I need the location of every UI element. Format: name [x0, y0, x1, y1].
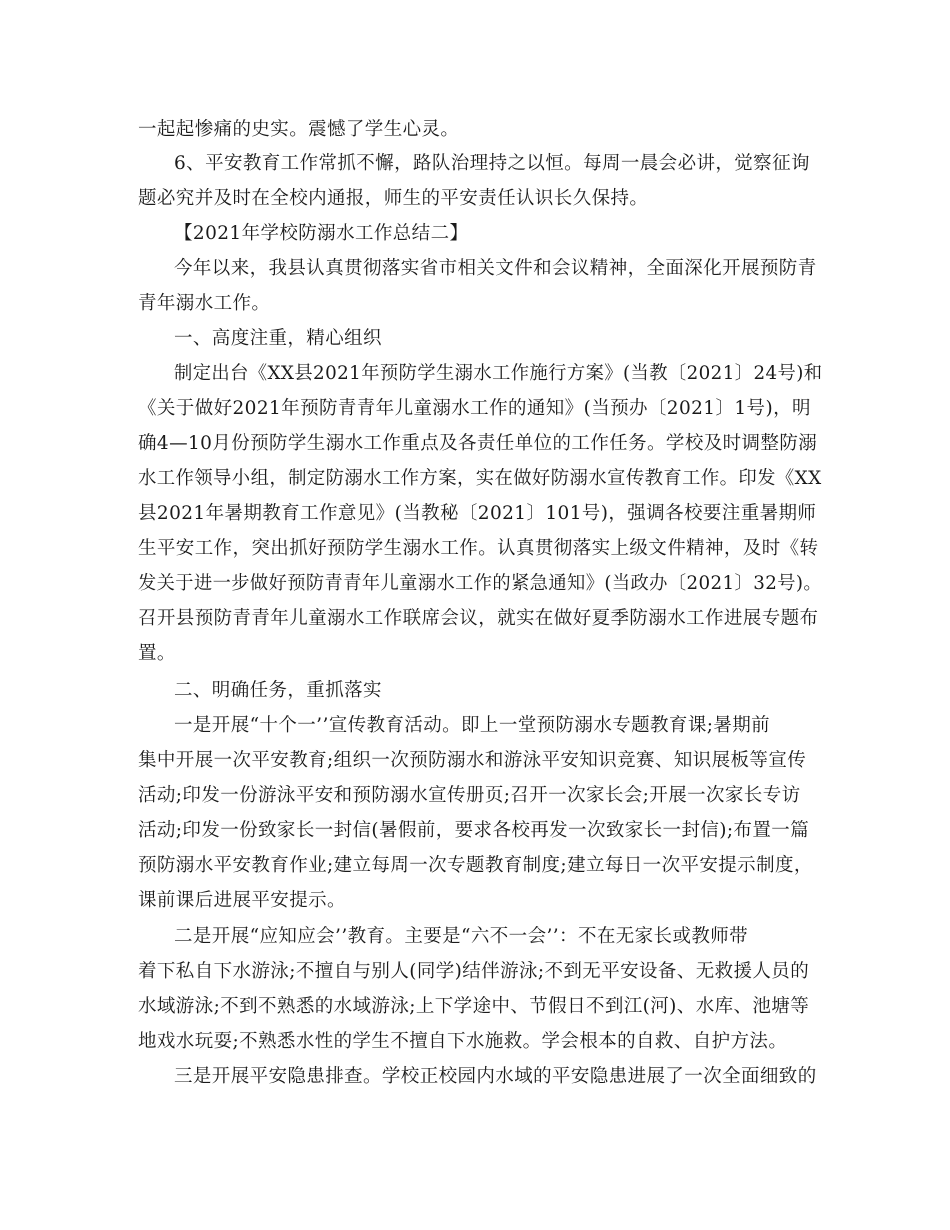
text-line: 三是开展平安隐患排查。学校正校园内水域的平安隐患进展了一次全面细致的	[174, 1066, 817, 1087]
text-line: 召开县预防青青年儿童溺水工作联席会议，就实在做好夏季防溺水工作进展专题布	[138, 608, 819, 629]
text-line: 置。	[138, 643, 176, 664]
text-line: 一起起惨痛的史实。震憾了学生心灵。	[138, 119, 460, 140]
text-line: 今年以来，我县认真贯彻落实省市相关文件和会议精神，全面深化开展预防青	[174, 258, 817, 279]
subheading: 一、高度注重，精心组织	[174, 328, 382, 349]
text-line: 预防溺水平安教育作业;建立每周一次专题教育制度;建立每日一次平安提示制度，	[138, 855, 813, 876]
text-line: 确4—10月份预防学生溺水工作重点及各责任单位的工作任务。学校及时调整防溺	[138, 433, 818, 454]
text-line: 发关于进一步做好预防青青年儿童溺水工作的紧急通知》(当政办〔2021〕32号)。	[138, 573, 823, 594]
text-line: 题必究并及时在全校内通报，师生的平安责任认识长久保持。	[138, 188, 649, 209]
text-line: 集中开展一次平安教育;组织一次预防溺水和游泳平安知识竞赛、知识展板等宣传	[138, 750, 807, 771]
text-line: 青年溺水工作。	[138, 293, 271, 314]
text-line: 水工作领导小组，制定防溺水工作方案，实在做好防溺水宣传教育工作。印发《XX	[138, 468, 822, 489]
text-line: 一是开展“十个一’’宣传教育活动。即上一堂预防溺水专题教育课;暑期前	[174, 715, 771, 736]
text-line: 课前课后进展平安提示。	[138, 890, 346, 911]
subheading: 二、明确任务，重抓落实	[174, 680, 382, 701]
text-line: 着下私自下水游泳;不擅自与别人(同学)结伴游泳;不到无平安设备、无救援人员的	[138, 961, 810, 982]
text-line: 活动;印发一份游泳平安和预防溺水宣传册页;召开一次家长会;开展一次家长专访	[138, 785, 801, 806]
text-line: 《关于做好2021年预防青青年儿童溺水工作的通知》(当预办〔2021〕1号)，明	[138, 398, 811, 419]
text-line: 制定出台《XX县2021年预防学生溺水工作施行方案》(当教〔2021〕24号)和	[174, 363, 823, 384]
section-heading: 【2021年学校防溺水工作总结二】	[174, 223, 469, 244]
text-line: 地戏水玩耍;不熟悉水性的学生不擅自下水施救。学会根本的自救、自护方法。	[138, 1031, 788, 1052]
text-line: 6、平安教育工作常抓不懈，路队治理持之以恒。每周一晨会必讲，觉察征询	[174, 153, 810, 174]
text-line: 县2021年暑期教育工作意见》(当教秘〔2021〕101号)，强调各校要注重暑期师	[138, 503, 817, 524]
text-line: 生平安工作，突出抓好预防学生溺水工作。认真贯彻落实上级文件精神，及时《转	[138, 538, 819, 559]
text-line: 二是开展“应知应会’’教育。主要是“六不一会’’：不在无家长或教师带	[174, 926, 749, 947]
text-line: 活动;印发一份致家长一封信(暑假前，要求各校再发一次致家长一封信);布置一篇	[138, 820, 810, 841]
text-line: 水域游泳;不到不熟悉的水域游泳;上下学途中、节假日不到江(河)、水库、池塘等	[138, 996, 810, 1017]
